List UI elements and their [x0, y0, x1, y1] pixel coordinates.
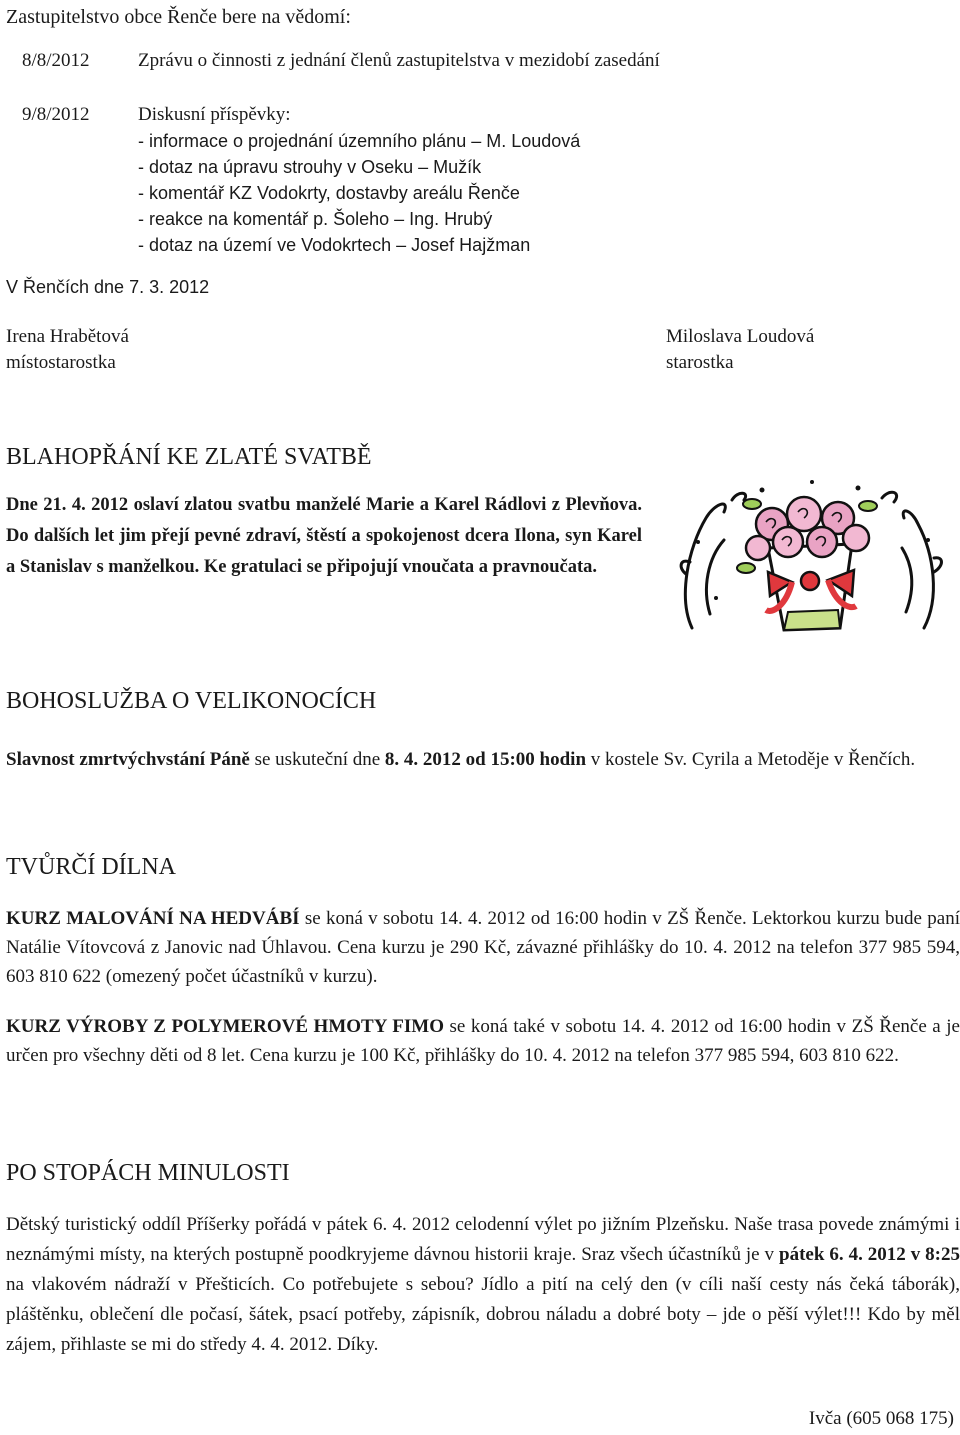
resolution-text: Zprávu o činnosti z jednání členů zastupitelstva v mezidobí zasedání — [138, 50, 660, 71]
section-heading-history: PO STOPÁCH MINULOSTI — [6, 1160, 290, 1186]
course1-text — [6, 904, 960, 991]
text-span: na vlakovém nádraží v Přešticích. Co potřebujete s sebou? Jídlo a pití na celý den (v cíli naší cesty nás čeká táborák), pláštěnku, oblečení dle počasí, šátek, psací potřeby, zápisník, dobrou náladu a dobré boty – jde o pěší výlet!!! Kdo by měl zájem, přihlaste se mi do středy 4. 4. 2012. Díky. — [6, 1274, 960, 1355]
list-item: - dotaz na území ve Vodokrtech – Josef Hajžman — [138, 235, 531, 255]
meeting-date: pátek 6. 4. 2012 v 8:25 — [779, 1244, 960, 1265]
resolution-number: 9/8/2012 — [22, 104, 90, 125]
list-item: - informace o projednání územního plánu – M. Loudová — [138, 131, 581, 151]
discussion-list — [138, 128, 580, 258]
text-span: se uskuteční dne — [249, 749, 385, 770]
list-item: - komentář KZ Vodokrty, dostavby areálu Řenče — [138, 183, 520, 203]
resolution-text: Diskusní příspěvky: — [138, 104, 291, 125]
signatory-name: Miloslava Loudová — [666, 326, 815, 347]
signatory-left — [6, 324, 129, 376]
event-date: 8. 4. 2012 od 15:00 hodin — [384, 749, 587, 770]
signature-contact: Ivča (605 068 175) — [808, 1408, 954, 1429]
text-span: Dětský turistický oddíl Příšerky pořádá v pátek 6. 4. 2012 celodenní výlet po jižním Plzeňsku. Naše trasa povede známými i neznámými místy, na kterých postupně poodkryjeme dávnou historii kraje. Sraz všech účastníků je v — [6, 1214, 960, 1265]
easter-text — [6, 746, 960, 774]
course1-title: KURZ MALOVÁNÍ NA HEDVÁBÍ — [6, 908, 300, 929]
text-span: se koná také v sobotu 14. 4. 2012 od 16:00 hodin v ZŠ Řenče a je určen pro všechny děti od 8 let. Cena kurzu je 100 Kč, přihlášky do 10. 4. 2012 na telefon 377 985 594, 603 810 622. — [6, 1016, 960, 1066]
signatory-name: Irena Hrabětová — [6, 326, 129, 347]
section-heading-easter: BOHOSLUŽBA O VELIKONOCÍCH — [6, 688, 377, 714]
wedding-text: Dne 21. 4. 2012 oslaví zlatou svatbu manželé Marie a Karel Rádlovi z Plevňova. Do dalších let jim přejí pevné zdraví, štěstí a spokojenost dcera Ilona, syn Karel a Stanislav s manželkou. Ke gratulaci se připojují vnoučata a pravnoučata. — [6, 495, 642, 577]
signatory-right — [666, 324, 814, 376]
course2-title: KURZ VÝROBY Z POLYMEROVÉ HMOTY FIMO — [6, 1016, 444, 1037]
text-span: v kostele Sv. Cyrila a Metoděje v Řenčích. — [586, 749, 916, 770]
signatory-role: místostarostka — [6, 352, 116, 373]
flower-bouquet-illustration — [672, 478, 954, 644]
list-item: - reakce na komentář p. Šoleho – Ing. Hrubý — [138, 209, 493, 229]
course2-text — [6, 1012, 960, 1070]
resolution-number: 8/8/2012 — [22, 50, 90, 71]
place-date: V Řenčích dne 7. 3. 2012 — [6, 277, 210, 297]
text-span: se koná v sobotu 14. 4. 2012 od 16:00 hodin v ZŠ Řenče. Lektorkou kurzu bude paní Natálie Vítovcová z Janovic nad Úhlavou. Cena kurzu je 290 Kč, závazné přihlášky do 10. 4. 2012 na telefon 377 985 594, 603 810 622 (omezený počet účastníků v kurzu). — [6, 908, 960, 987]
section-heading-wedding: BLAHOPŘÁNÍ KE ZLATÉ SVATBĚ — [6, 444, 372, 470]
list-item: - dotaz na úpravu strouhy v Oseku – Mužík — [138, 157, 482, 177]
intro-text: Zastupitelstvo obce Řenče bere na vědomí: — [6, 6, 351, 28]
history-text — [6, 1210, 960, 1360]
section-heading-workshop: TVŮRČÍ DÍLNA — [6, 854, 176, 880]
signatory-role: starostka — [666, 352, 734, 373]
event-name: Slavnost zmrtvýchvstání Páně — [6, 749, 250, 770]
